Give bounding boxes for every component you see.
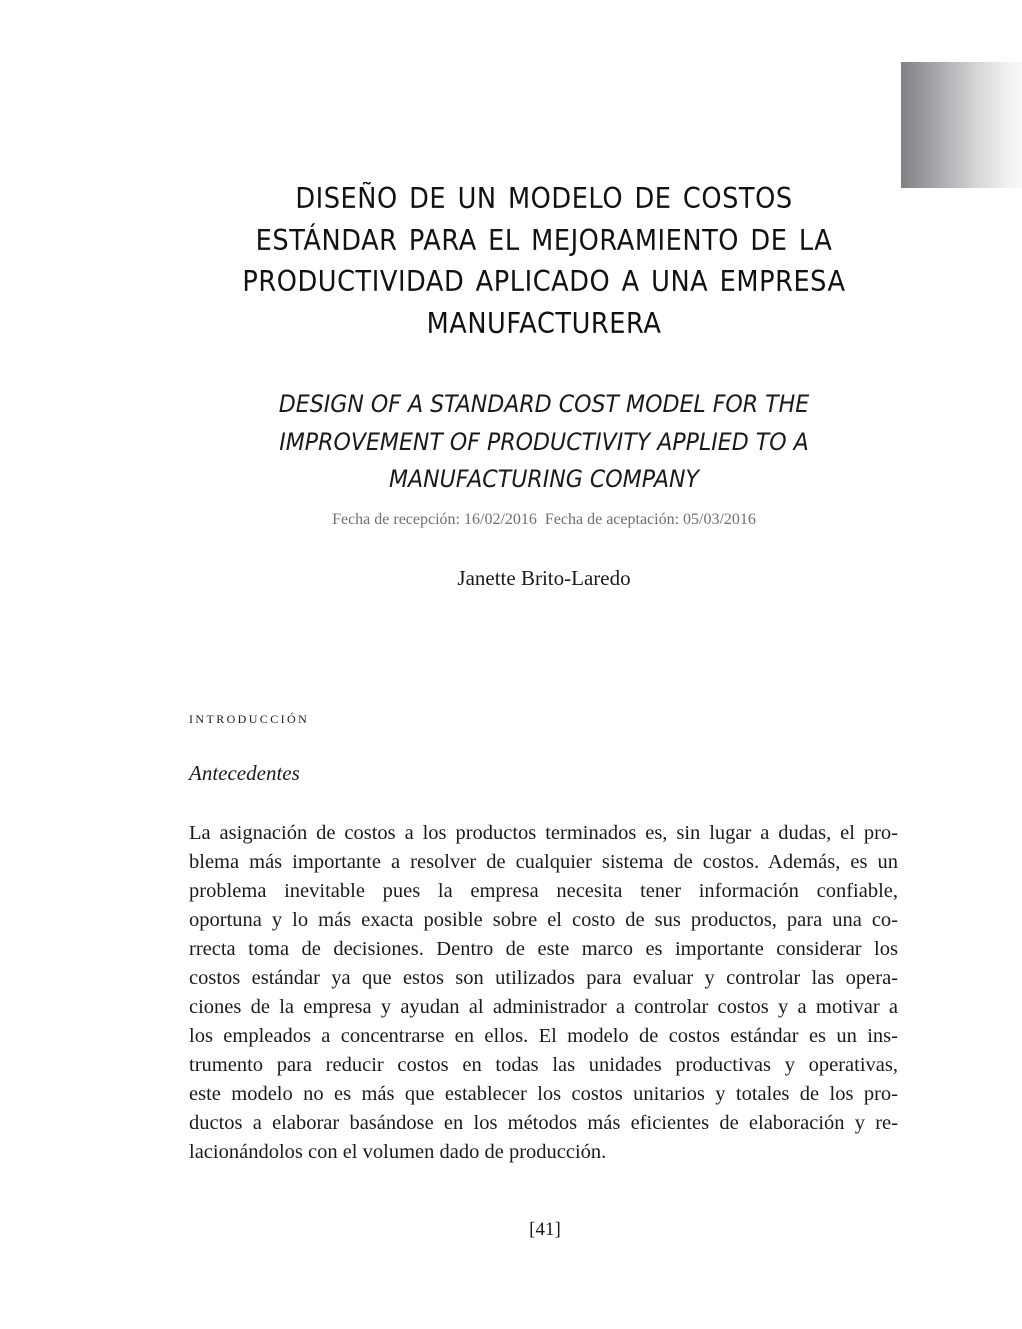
title-en-line: IMPROVEMENT OF PRODUCTIVITY APPLIED TO A (279, 427, 809, 456)
section-heading: introducción (189, 708, 310, 727)
article-title-spanish (225, 178, 862, 344)
paragraph-line: los empleados a concentrarse en ellos. El modelo de costos estándar es un ins- (189, 1025, 898, 1047)
body-paragraph (189, 819, 898, 1167)
title-es-line: MANUFACTURERA (426, 306, 662, 340)
paragraph-line: ciones de la empresa y ayudan al administrador a controlar costos y a motivar a (189, 996, 898, 1018)
paragraph-line: rrecta toma de decisiones. Dentro de este marco es importante considerar los (189, 938, 898, 960)
page-number: [41] (529, 1219, 561, 1240)
paragraph-line: oportuna y lo más exacta posible sobre el costo de sus productos, para una co- (189, 909, 898, 931)
title-en-line: MANUFACTURING COMPANY (388, 465, 700, 493)
paragraph-line: lacionándolos con el volumen dado de producción. (189, 1141, 607, 1163)
paragraph-line: problema inevitable pues la empresa necesita tener información confiable, (189, 880, 898, 902)
paragraph-line: este modelo no es más que establecer los costos unitarios y totales de los pro- (189, 1083, 898, 1105)
title-es-line: ESTÁNDAR PARA EL MEJORAMIENTO DE LA (255, 223, 833, 257)
title-es-line: DISEÑO DE UN MODELO DE COSTOS (295, 182, 793, 215)
author-name: Janette Brito-Laredo (457, 566, 631, 590)
received-date: Fecha de recepción: 16/02/2016 (332, 511, 537, 528)
paragraph-line: trumento para reducir costos en todas las unidades productivas y operativas, (189, 1054, 898, 1076)
paragraph-line: ductos a elaborar basándose en los métodos más eficientes de elaboración y re- (189, 1112, 898, 1134)
title-es-line: PRODUCTIVIDAD APLICADO A UNA EMPRESA (242, 265, 846, 298)
paragraph-line: blema más importante a resolver de cualquier sistema de costos. Además, es un (189, 851, 898, 873)
accepted-date: Fecha de aceptación: 05/03/2016 (544, 511, 756, 528)
paragraph-line: costos estándar ya que estos son utilizados para evaluar y controlar las opera- (189, 967, 898, 989)
submission-dates (190, 511, 898, 529)
paragraph-line: La asignación de costos a los productos terminados es, sin lugar a dudas, el pro- (189, 822, 898, 844)
article-title-english (228, 386, 861, 499)
subsection-heading: Antecedentes (189, 761, 300, 785)
title-en-line: DESIGN OF A STANDARD COST MODEL FOR THE (278, 390, 810, 418)
chapter-thumb-tab (901, 62, 1022, 188)
